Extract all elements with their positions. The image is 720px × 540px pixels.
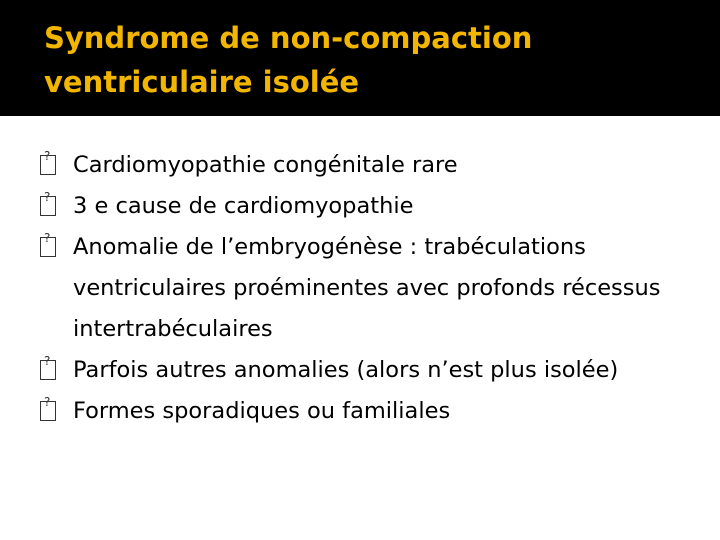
slide-title: Syndrome de non-compaction ventriculaire isolée [44,21,533,99]
bullet-text: 3 e cause de cardiomyopathie [73,193,414,219]
bullet-marker-icon [40,360,56,380]
bullet-item [40,145,700,186]
bullet-text: Anomalie de l’embryogénèse : trabéculations ventriculaires proéminentes avec profonds récessus intertrabéculaires [73,234,661,342]
bullet-text: Parfois autres anomalies (alors n’est plus isolée) [73,357,619,383]
bullet-item [40,350,700,391]
bullet-marker-icon [40,237,56,257]
bullet-marker-icon [40,401,56,421]
bullet-list [40,145,700,432]
bullet-item [40,186,700,227]
bullet-item [40,391,700,432]
bullet-item [40,227,700,350]
bullet-marker-icon [40,155,56,175]
bullet-marker-icon [40,196,56,216]
bullet-text: Formes sporadiques ou familiales [73,398,451,424]
title-bar [0,0,720,116]
bullet-text: Cardiomyopathie congénitale rare [73,152,458,178]
